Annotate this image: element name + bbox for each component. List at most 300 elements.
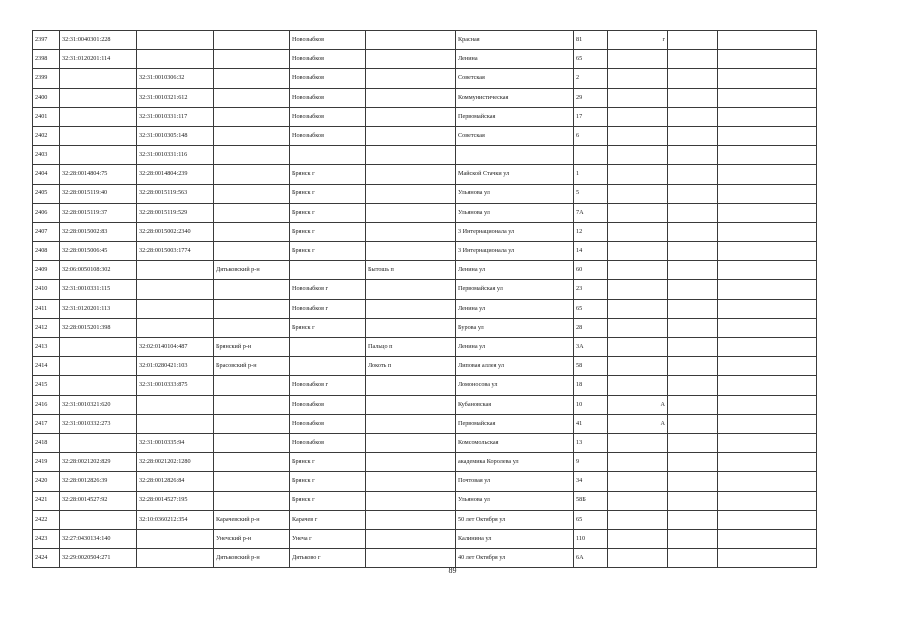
table-row xyxy=(33,242,817,261)
cell-building-letter xyxy=(608,50,668,69)
cell-street: Ульянова ул xyxy=(456,184,574,203)
cell-row-number: 2405 xyxy=(33,184,60,203)
cell-building-letter xyxy=(608,491,668,510)
table-row xyxy=(33,491,817,510)
cell-building-letter xyxy=(608,88,668,107)
cell-empty-field xyxy=(718,376,817,395)
cell-city xyxy=(290,357,366,376)
cell-cadastral-number-land xyxy=(60,510,137,529)
cell-cadastral-number-land: 32:31:0010321:620 xyxy=(60,395,137,414)
table-row xyxy=(33,376,817,395)
table-row xyxy=(33,472,817,491)
cell-street: Коммунистическая xyxy=(456,88,574,107)
cell-district xyxy=(214,472,290,491)
cell-cadastral-number-building: 32:28:0021202:1280 xyxy=(137,453,214,472)
cell-building-letter xyxy=(608,184,668,203)
table-row xyxy=(33,280,817,299)
table-row xyxy=(33,107,817,126)
cell-settlement xyxy=(366,69,456,88)
cell-building-letter xyxy=(608,510,668,529)
cell-house-number: 6А xyxy=(574,549,608,568)
cell-cadastral-number-land xyxy=(60,433,137,452)
table-row xyxy=(33,318,817,337)
cell-settlement: Бытошь п xyxy=(366,261,456,280)
cell-extra-field xyxy=(668,165,718,184)
cell-street: 50 лет Октября ул xyxy=(456,510,574,529)
cell-cadastral-number-building: 32:31:0010305:148 xyxy=(137,126,214,145)
cell-city: Дятьково г xyxy=(290,549,366,568)
cell-settlement xyxy=(366,472,456,491)
cell-extra-field xyxy=(668,184,718,203)
cell-cadastral-number-building xyxy=(137,414,214,433)
cell-cadastral-number-land: 32:31:0010332:273 xyxy=(60,414,137,433)
cell-row-number: 2408 xyxy=(33,242,60,261)
cell-cadastral-number-land: 32:28:0015119:37 xyxy=(60,203,137,222)
cell-house-number xyxy=(574,146,608,165)
table-row xyxy=(33,261,817,280)
cell-district xyxy=(214,491,290,510)
cell-extra-field xyxy=(668,50,718,69)
cell-settlement xyxy=(366,280,456,299)
table-row xyxy=(33,203,817,222)
cell-empty-field xyxy=(718,242,817,261)
cell-empty-field xyxy=(718,31,817,50)
cell-building-letter xyxy=(608,280,668,299)
cell-cadastral-number-building: 32:31:0010331:116 xyxy=(137,146,214,165)
cell-district xyxy=(214,242,290,261)
cell-city: Брянск г xyxy=(290,222,366,241)
cell-row-number: 2407 xyxy=(33,222,60,241)
cell-extra-field xyxy=(668,69,718,88)
cell-cadastral-number-land: 32:27:0430134:140 xyxy=(60,529,137,548)
cell-building-letter xyxy=(608,433,668,452)
cell-settlement xyxy=(366,242,456,261)
cell-district: Брянский р-н xyxy=(214,338,290,357)
cell-city: Брянск г xyxy=(290,453,366,472)
cell-empty-field xyxy=(718,338,817,357)
cell-cadastral-number-land: 32:28:0015002:83 xyxy=(60,222,137,241)
cell-house-number: 12 xyxy=(574,222,608,241)
table-row xyxy=(33,395,817,414)
cell-settlement xyxy=(366,50,456,69)
cell-extra-field xyxy=(668,453,718,472)
cell-street: Бурова ул xyxy=(456,318,574,337)
cell-building-letter xyxy=(608,261,668,280)
cell-cadastral-number-building: 32:31:0010333:875 xyxy=(137,376,214,395)
cell-extra-field xyxy=(668,146,718,165)
cell-district xyxy=(214,453,290,472)
cell-building-letter xyxy=(608,203,668,222)
cell-empty-field xyxy=(718,146,817,165)
cell-empty-field xyxy=(718,510,817,529)
cell-settlement: Локоть п xyxy=(366,357,456,376)
cell-district xyxy=(214,31,290,50)
cell-row-number: 2397 xyxy=(33,31,60,50)
table-row xyxy=(33,338,817,357)
cell-row-number: 2424 xyxy=(33,549,60,568)
cell-cadastral-number-land: 32:31:0040301:228 xyxy=(60,31,137,50)
cell-cadastral-number-land xyxy=(60,357,137,376)
cell-extra-field xyxy=(668,203,718,222)
cell-district: Карачевский р-н xyxy=(214,510,290,529)
cell-house-number: 3А xyxy=(574,338,608,357)
cell-extra-field xyxy=(668,88,718,107)
cell-cadastral-number-land xyxy=(60,376,137,395)
cell-street: Липовая аллея ул xyxy=(456,357,574,376)
cell-street: Первомайская xyxy=(456,414,574,433)
cell-street: Первомайская ул xyxy=(456,280,574,299)
cell-cadastral-number-land xyxy=(60,146,137,165)
cell-cadastral-number-land xyxy=(60,69,137,88)
cell-district: Дятьковский р-н xyxy=(214,261,290,280)
cell-cadastral-number-land: 32:28:0014527:92 xyxy=(60,491,137,510)
cell-cadastral-number-land: 32:31:0120201:114 xyxy=(60,50,137,69)
cell-row-number: 2412 xyxy=(33,318,60,337)
cell-cadastral-number-land: 32:28:0015006:45 xyxy=(60,242,137,261)
cell-building-letter xyxy=(608,165,668,184)
cell-street: Ломоносова ул xyxy=(456,376,574,395)
cell-empty-field xyxy=(718,261,817,280)
cell-city: Новозыбков г xyxy=(290,299,366,318)
cell-street: 40 лет Октября ул xyxy=(456,549,574,568)
cell-building-letter xyxy=(608,338,668,357)
cell-row-number: 2415 xyxy=(33,376,60,395)
cell-extra-field xyxy=(668,242,718,261)
cell-street: 3 Интернационала ул xyxy=(456,242,574,261)
cell-cadastral-number-land xyxy=(60,338,137,357)
cell-street: Майской Стачки ул xyxy=(456,165,574,184)
cell-extra-field xyxy=(668,414,718,433)
cell-row-number: 2409 xyxy=(33,261,60,280)
cell-house-number: 29 xyxy=(574,88,608,107)
cell-cadastral-number-building xyxy=(137,318,214,337)
cell-district xyxy=(214,433,290,452)
cell-empty-field xyxy=(718,414,817,433)
cell-house-number: 65 xyxy=(574,299,608,318)
table-row xyxy=(33,453,817,472)
cell-house-number: 18 xyxy=(574,376,608,395)
cell-house-number: 1 xyxy=(574,165,608,184)
cell-street: Ленина ул xyxy=(456,261,574,280)
cell-row-number: 2398 xyxy=(33,50,60,69)
cell-cadastral-number-building: 32:31:0010335:94 xyxy=(137,433,214,452)
cell-row-number: 2403 xyxy=(33,146,60,165)
cell-cadastral-number-building: 32:28:0015119:563 xyxy=(137,184,214,203)
cell-empty-field xyxy=(718,529,817,548)
cell-empty-field xyxy=(718,50,817,69)
cell-extra-field xyxy=(668,433,718,452)
cell-house-number: 23 xyxy=(574,280,608,299)
cell-settlement xyxy=(366,146,456,165)
cell-street: Красная xyxy=(456,31,574,50)
cell-district xyxy=(214,126,290,145)
cell-empty-field xyxy=(718,453,817,472)
cell-city: Брянск г xyxy=(290,491,366,510)
cell-extra-field xyxy=(668,31,718,50)
cell-settlement xyxy=(366,376,456,395)
cell-settlement xyxy=(366,88,456,107)
cell-building-letter xyxy=(608,472,668,491)
cell-cadastral-number-land xyxy=(60,107,137,126)
cell-settlement xyxy=(366,491,456,510)
cell-city: Карачев г xyxy=(290,510,366,529)
cell-row-number: 2413 xyxy=(33,338,60,357)
cell-house-number: 7А xyxy=(574,203,608,222)
cell-building-letter xyxy=(608,126,668,145)
cell-district: Брасовский р-н xyxy=(214,357,290,376)
cell-cadastral-number-building xyxy=(137,31,214,50)
cell-cadastral-number-land: 32:28:0015119:40 xyxy=(60,184,137,203)
cell-district xyxy=(214,376,290,395)
cell-row-number: 2423 xyxy=(33,529,60,548)
cell-house-number: 5 xyxy=(574,184,608,203)
cell-cadastral-number-building: 32:28:0014527:195 xyxy=(137,491,214,510)
cell-row-number: 2418 xyxy=(33,433,60,452)
cell-building-letter xyxy=(608,222,668,241)
cell-house-number: 81 xyxy=(574,31,608,50)
cell-city: Новозыбков xyxy=(290,88,366,107)
cell-district xyxy=(214,395,290,414)
cell-building-letter xyxy=(608,376,668,395)
cell-settlement xyxy=(366,165,456,184)
cell-cadastral-number-land: 32:28:0015201:398 xyxy=(60,318,137,337)
cell-cadastral-number-building xyxy=(137,395,214,414)
cell-street: Ленина xyxy=(456,50,574,69)
cell-extra-field xyxy=(668,357,718,376)
cell-street: Комсомольская xyxy=(456,433,574,452)
cell-street: Советская xyxy=(456,126,574,145)
cell-row-number: 2421 xyxy=(33,491,60,510)
cell-house-number: 60 xyxy=(574,261,608,280)
cell-district: Дятьковский р-н xyxy=(214,549,290,568)
cell-cadastral-number-building: 32:28:0015003:1774 xyxy=(137,242,214,261)
cell-district xyxy=(214,280,290,299)
cell-empty-field xyxy=(718,491,817,510)
cell-settlement xyxy=(366,318,456,337)
cell-house-number: 14 xyxy=(574,242,608,261)
cell-extra-field xyxy=(668,491,718,510)
cell-extra-field xyxy=(668,549,718,568)
cell-district: Унечский р-н xyxy=(214,529,290,548)
cell-city: Брянск г xyxy=(290,318,366,337)
cell-street: Почтовая ул xyxy=(456,472,574,491)
cell-house-number: 65 xyxy=(574,510,608,529)
cell-empty-field xyxy=(718,433,817,452)
cell-row-number: 2402 xyxy=(33,126,60,145)
cell-extra-field xyxy=(668,222,718,241)
table-row xyxy=(33,357,817,376)
cell-empty-field xyxy=(718,126,817,145)
table-row xyxy=(33,299,817,318)
cell-city: Брянск г xyxy=(290,242,366,261)
cell-house-number: 6 xyxy=(574,126,608,145)
cell-district xyxy=(214,318,290,337)
cell-building-letter xyxy=(608,453,668,472)
cell-cadastral-number-building: 32:28:0015119:529 xyxy=(137,203,214,222)
cell-street: Калинина ул xyxy=(456,529,574,548)
cell-extra-field xyxy=(668,299,718,318)
cell-district xyxy=(214,203,290,222)
cell-house-number: 2 xyxy=(574,69,608,88)
cell-empty-field xyxy=(718,299,817,318)
cell-street: академика Королева ул xyxy=(456,453,574,472)
cell-empty-field xyxy=(718,165,817,184)
cell-settlement xyxy=(366,529,456,548)
cell-street: Ульянова ул xyxy=(456,491,574,510)
cell-row-number: 2416 xyxy=(33,395,60,414)
cell-district xyxy=(214,146,290,165)
cell-settlement xyxy=(366,184,456,203)
cell-street: Первомайская xyxy=(456,107,574,126)
cell-row-number: 2411 xyxy=(33,299,60,318)
cell-building-letter xyxy=(608,146,668,165)
cell-street: Советская xyxy=(456,69,574,88)
cell-building-letter xyxy=(608,69,668,88)
cell-extra-field xyxy=(668,126,718,145)
cell-street: 3 Интернационала ул xyxy=(456,222,574,241)
cell-city: Новозыбков xyxy=(290,414,366,433)
cell-settlement: Пальцо п xyxy=(366,338,456,357)
cell-city: Брянск г xyxy=(290,203,366,222)
cell-house-number: 110 xyxy=(574,529,608,548)
cell-building-letter xyxy=(608,357,668,376)
cell-empty-field xyxy=(718,472,817,491)
cell-cadastral-number-building: 32:31:0010306:32 xyxy=(137,69,214,88)
cell-cadastral-number-building xyxy=(137,529,214,548)
cell-city: Новозыбков xyxy=(290,31,366,50)
cell-cadastral-number-building: 32:28:0014804:239 xyxy=(137,165,214,184)
table-row xyxy=(33,146,817,165)
cell-city: Брянск г xyxy=(290,165,366,184)
cell-house-number: 13 xyxy=(574,433,608,452)
cell-building-letter xyxy=(608,318,668,337)
cell-city xyxy=(290,338,366,357)
cell-cadastral-number-land: 32:31:0120201:113 xyxy=(60,299,137,318)
cell-city: Новозыбков г xyxy=(290,280,366,299)
cell-row-number: 2401 xyxy=(33,107,60,126)
cell-district xyxy=(214,299,290,318)
cell-row-number: 2410 xyxy=(33,280,60,299)
cell-row-number: 2417 xyxy=(33,414,60,433)
table-row xyxy=(33,510,817,529)
cell-extra-field xyxy=(668,261,718,280)
cell-row-number: 2422 xyxy=(33,510,60,529)
cell-house-number: 58 xyxy=(574,357,608,376)
cell-cadastral-number-land: 32:31:0010331:115 xyxy=(60,280,137,299)
cell-district xyxy=(214,414,290,433)
cell-cadastral-number-land: 32:28:0012826:39 xyxy=(60,472,137,491)
cell-empty-field xyxy=(718,280,817,299)
cell-building-letter xyxy=(608,549,668,568)
table-row xyxy=(33,433,817,452)
cell-city: Новозыбков xyxy=(290,69,366,88)
cell-row-number: 2406 xyxy=(33,203,60,222)
cell-cadastral-number-building: 32:02:0140104:487 xyxy=(137,338,214,357)
cell-street: Ленина ул xyxy=(456,299,574,318)
cell-house-number: 10 xyxy=(574,395,608,414)
cell-house-number: 17 xyxy=(574,107,608,126)
cell-building-letter xyxy=(608,529,668,548)
cell-house-number: 41 xyxy=(574,414,608,433)
cell-settlement xyxy=(366,31,456,50)
cell-house-number: 34 xyxy=(574,472,608,491)
cell-settlement xyxy=(366,299,456,318)
cell-city: Новозыбков xyxy=(290,433,366,452)
cell-empty-field xyxy=(718,549,817,568)
cell-settlement xyxy=(366,126,456,145)
cell-house-number: 9 xyxy=(574,453,608,472)
cell-row-number: 2419 xyxy=(33,453,60,472)
cell-settlement xyxy=(366,107,456,126)
cell-building-letter xyxy=(608,107,668,126)
table-row xyxy=(33,165,817,184)
cell-city: Брянск г xyxy=(290,184,366,203)
cell-empty-field xyxy=(718,318,817,337)
cell-empty-field xyxy=(718,69,817,88)
cell-building-letter xyxy=(608,299,668,318)
cell-cadastral-number-building xyxy=(137,50,214,69)
cell-cadastral-number-land: 32:06:0050108:302 xyxy=(60,261,137,280)
table-row xyxy=(33,414,817,433)
cell-cadastral-number-building: 32:31:0010321:612 xyxy=(137,88,214,107)
cell-district xyxy=(214,88,290,107)
cell-cadastral-number-building xyxy=(137,261,214,280)
cell-extra-field xyxy=(668,376,718,395)
cell-settlement xyxy=(366,453,456,472)
cell-cadastral-number-land xyxy=(60,88,137,107)
table-row xyxy=(33,184,817,203)
cell-settlement xyxy=(366,510,456,529)
cell-street: Ульянова ул xyxy=(456,203,574,222)
cell-building-letter: г xyxy=(608,31,668,50)
cell-empty-field xyxy=(718,395,817,414)
cell-cadastral-number-building: 32:28:0012826:84 xyxy=(137,472,214,491)
table-row xyxy=(33,50,817,69)
table-row xyxy=(33,529,817,548)
cell-street: Кубановская xyxy=(456,395,574,414)
cell-empty-field xyxy=(718,107,817,126)
cell-extra-field xyxy=(668,472,718,491)
registry-table-body xyxy=(33,31,817,568)
cell-city xyxy=(290,146,366,165)
cell-city: Новозыбков г xyxy=(290,376,366,395)
table-row xyxy=(33,549,817,568)
cell-extra-field xyxy=(668,280,718,299)
cell-city: Новозыбков xyxy=(290,50,366,69)
cell-house-number: 58Б xyxy=(574,491,608,510)
cell-cadastral-number-building xyxy=(137,549,214,568)
cell-row-number: 2404 xyxy=(33,165,60,184)
cell-city xyxy=(290,261,366,280)
cell-building-letter xyxy=(608,242,668,261)
cell-row-number: 2400 xyxy=(33,88,60,107)
table-row xyxy=(33,88,817,107)
cell-district xyxy=(214,184,290,203)
cell-empty-field xyxy=(718,203,817,222)
cell-settlement xyxy=(366,549,456,568)
cell-empty-field xyxy=(718,357,817,376)
cell-house-number: 65 xyxy=(574,50,608,69)
cell-street: Ленина ул xyxy=(456,338,574,357)
cell-settlement xyxy=(366,433,456,452)
cell-city: Новозыбков xyxy=(290,107,366,126)
table-row xyxy=(33,31,817,50)
table-row xyxy=(33,126,817,145)
table-row xyxy=(33,222,817,241)
cell-empty-field xyxy=(718,88,817,107)
cell-cadastral-number-land: 32:28:0021202:829 xyxy=(60,453,137,472)
cell-settlement xyxy=(366,414,456,433)
